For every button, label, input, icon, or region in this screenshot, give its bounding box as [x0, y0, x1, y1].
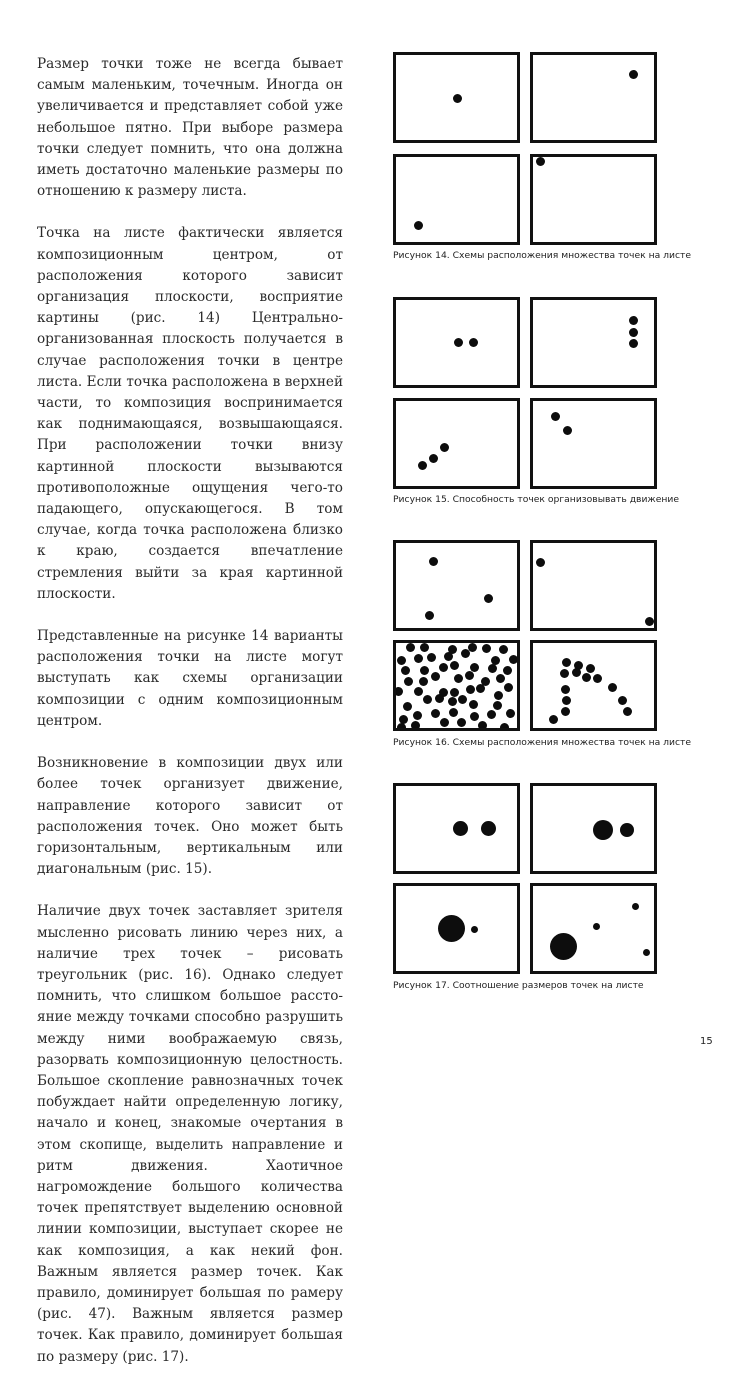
- figure-panel: [393, 52, 520, 143]
- dot: [629, 70, 638, 79]
- dot: [586, 664, 595, 673]
- dot: [461, 649, 470, 658]
- paragraph: Возникновение в композиции двух или более точек организует движение, направление которого зависит от расположения точек. Оно может быть горизонтальным, вертикальным или диагональным (рис. 15).: [37, 755, 343, 878]
- dot: [593, 820, 613, 840]
- dot: [643, 949, 650, 956]
- dot: [476, 684, 485, 693]
- figure-caption: Рисунок 14. Схемы расположения множества точек на листе: [393, 250, 692, 261]
- page-number: 15: [700, 1036, 713, 1047]
- dot: [429, 557, 438, 566]
- dot: [582, 673, 591, 682]
- dot: [551, 412, 560, 421]
- dot: [406, 643, 415, 652]
- dot: [470, 663, 479, 672]
- dot: [420, 643, 429, 652]
- body-text: [37, 54, 343, 1389]
- dot: [458, 695, 467, 704]
- dot: [404, 677, 413, 686]
- paragraph: Точка на листе фактически является композиционным центром, от расположения которого зависит организация плоскости, восприятие картины (рис. 14) Центрально-организованная плоскость получается в случае расположения точки в центре листа. Если точка расположена в верхней части, то композиция воспринимается как поднимающаяся, возвышающаяся. При расположении точки внизу картинной плоскости вызываются противоположные ощущения чего-то падающего, опускающегося. В том случае, когда точка расположена близко к краю, создается впечатление стремления выйти за края картинной плоскости.: [37, 225, 343, 602]
- dot: [632, 903, 639, 910]
- dot: [506, 709, 515, 718]
- figure-panel: [530, 398, 657, 489]
- dot: [394, 687, 403, 696]
- dot: [414, 687, 423, 696]
- figure-panel: [530, 640, 657, 731]
- dot: [403, 702, 412, 711]
- dot: [450, 661, 459, 670]
- dot: [435, 694, 444, 703]
- figure-panel: [393, 640, 520, 731]
- dot: [562, 658, 571, 667]
- dot: [439, 663, 448, 672]
- dot: [572, 668, 581, 677]
- figure-panel: [530, 154, 657, 245]
- dot: [414, 221, 423, 230]
- dot: [427, 653, 436, 662]
- figure-panel: [530, 883, 657, 974]
- dot: [414, 654, 423, 663]
- paragraph: Наличие двух точек заставляет зрителя мысленно рисовать линию через них, а наличие трех точек – рисовать треугольник (рис. 16). Однако следует помнить, что слишком большое расстояние между точками способно разрушить между ними воображаемую связь, разорвать композиционную целостность. Большое скопление равнозначных точек побуждает найти определенную логику, начало и конец, знакомые очертания в этом скопище, выделить направление и ритм движения. Хаотичное нагромождение большого количества точек препятствует выделению основной линии композиции, выступает скорее не как композиция, а как некий фон. Важным является размер точек. Как правило, доминирует большая по рамеру (рис. 47). Важным является размер точек. Как правило, доминирует большая по размеру (рис. 17).: [37, 903, 343, 1365]
- dot: [469, 700, 478, 709]
- dot: [411, 721, 420, 730]
- dot: [431, 672, 440, 681]
- dot: [608, 683, 617, 692]
- dot: [466, 685, 475, 694]
- dot: [645, 617, 654, 626]
- dot: [509, 655, 518, 664]
- dot: [453, 821, 468, 836]
- dot: [550, 933, 577, 960]
- dot: [623, 707, 632, 716]
- dot: [457, 718, 466, 727]
- figure-caption: Рисунок 16. Схемы расположения множества точек на листе: [393, 737, 692, 748]
- dot: [496, 674, 505, 683]
- dot: [620, 823, 634, 837]
- dot: [413, 711, 422, 720]
- dot: [563, 426, 572, 435]
- dot: [429, 454, 438, 463]
- figure-caption: Рисунок 15. Способность точек организовывать движение: [393, 494, 679, 505]
- figure-panel: [393, 154, 520, 245]
- dot: [561, 707, 570, 716]
- dot: [560, 669, 569, 678]
- dot: [453, 94, 462, 103]
- figure-panel: [530, 783, 657, 874]
- dot: [470, 712, 479, 721]
- figure-panel: [393, 297, 520, 388]
- paragraph: Размер точки тоже не всегда бывает самым маленьким, точечным. Иногда он увеличивается и представляет собой уже небольшое пятно. При выборе размера точки следует помнить, что она должна иметь достаточно маленькие размеры по отношению к размеру листа.: [37, 56, 343, 200]
- dot: [419, 677, 428, 686]
- dot: [478, 721, 487, 730]
- dot: [438, 915, 465, 942]
- dot: [487, 710, 496, 719]
- dot: [401, 666, 410, 675]
- figure-panel: [393, 883, 520, 974]
- dot: [420, 666, 429, 675]
- dot: [449, 708, 458, 717]
- dot: [562, 696, 571, 705]
- dot: [418, 461, 427, 470]
- dot: [425, 611, 434, 620]
- dot: [500, 723, 509, 732]
- dot: [440, 718, 449, 727]
- figure-panel: [393, 540, 520, 631]
- dot: [440, 443, 449, 452]
- dot: [471, 926, 478, 933]
- dot: [629, 316, 638, 325]
- figure-caption: Рисунок 17. Соотношение размеров точек на листе: [393, 980, 644, 991]
- dot: [431, 709, 440, 718]
- dot: [397, 723, 406, 732]
- paragraph: Представленные на рисунке 14 варианты расположения точки на листе могут выступать как схемы организации композиции с одним композиционным центром.: [37, 628, 343, 729]
- dot: [444, 652, 453, 661]
- dot: [454, 674, 463, 683]
- dot: [593, 674, 602, 683]
- dot: [488, 664, 497, 673]
- figure-panel: [393, 398, 520, 489]
- dot: [450, 688, 459, 697]
- dot: [503, 666, 512, 675]
- dot: [593, 923, 600, 930]
- dot: [536, 157, 545, 166]
- figure-panel: [530, 52, 657, 143]
- dot: [499, 645, 508, 654]
- dot: [465, 671, 474, 680]
- dot: [482, 644, 491, 653]
- dot: [629, 328, 638, 337]
- dot: [494, 691, 503, 700]
- dot: [536, 558, 545, 567]
- dot: [618, 696, 627, 705]
- dot: [454, 338, 463, 347]
- dot: [484, 594, 493, 603]
- dot: [469, 338, 478, 347]
- dot: [397, 656, 406, 665]
- dot: [549, 715, 558, 724]
- dot: [448, 697, 457, 706]
- dot: [561, 685, 570, 694]
- dot: [504, 683, 513, 692]
- figure-panel: [530, 297, 657, 388]
- dot: [493, 701, 502, 710]
- dot: [423, 695, 432, 704]
- figure-panel: [393, 783, 520, 874]
- figure-panel: [530, 540, 657, 631]
- dot: [629, 339, 638, 348]
- dot: [481, 821, 496, 836]
